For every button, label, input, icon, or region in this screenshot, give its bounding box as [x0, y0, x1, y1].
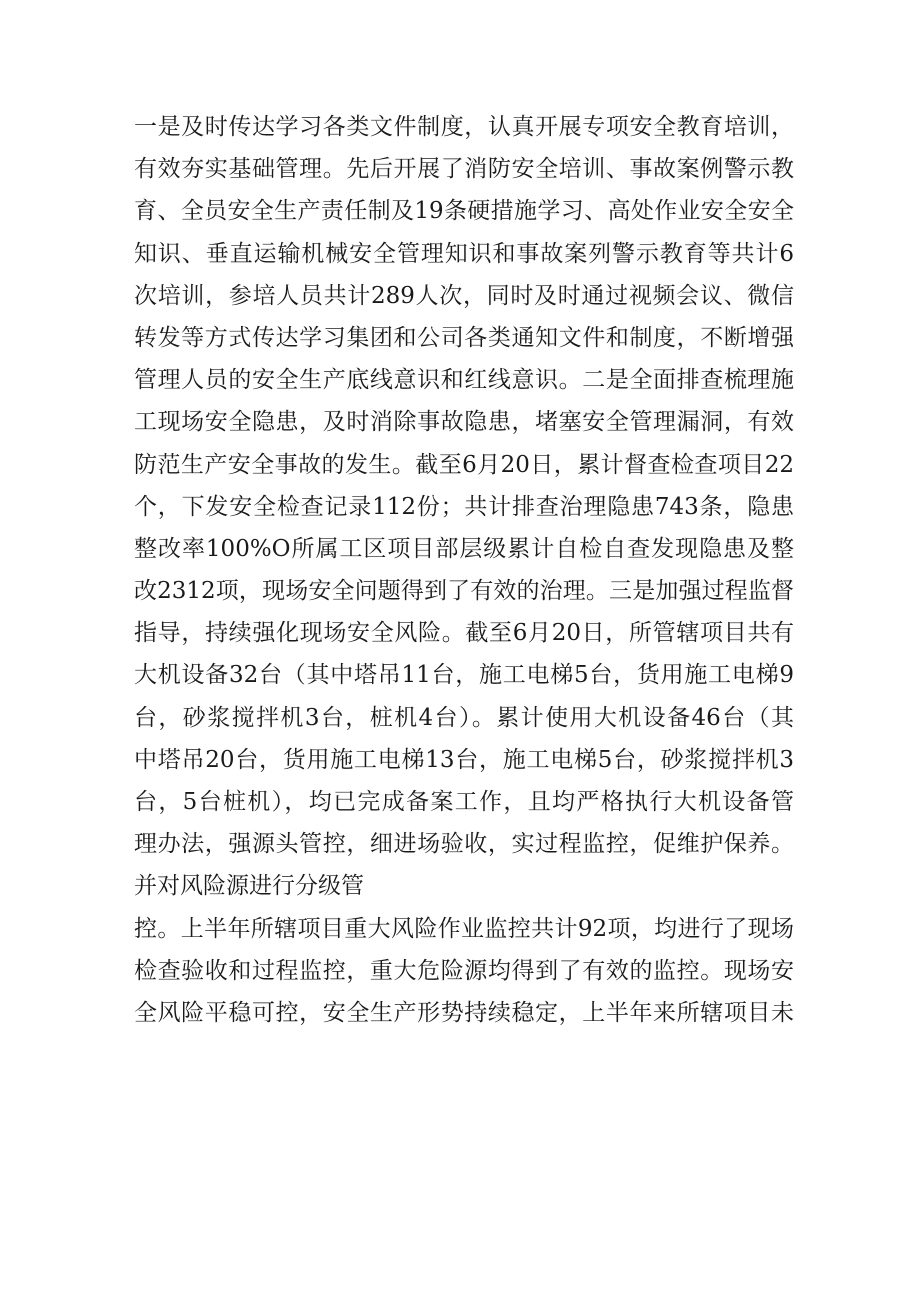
text-line: 有效夯实基础管理。先后开展了消防安全培训、事故案例警示教: [134, 156, 794, 183]
text-line: 工现场安全隐患，及时消除事故隐患，堵塞安全管理漏洞，有效: [134, 409, 794, 436]
text-line: 管理人员的安全生产底线意识和红线意识。二是全面排查梳理施: [134, 367, 794, 394]
text-line: 台，5台桩机），均已完成备案工作，且均严格执行大机设备管: [134, 789, 794, 815]
text-line: 改2312项，现场安全问题得到了有效的治理。三是加强过程监督: [134, 578, 794, 605]
text-line: 个，下发安全检查记录112份；共计排查治理隐患743条，隐患: [134, 493, 794, 520]
text-line: 次培训，参培人员共计289人次，同时及时通过视频会议、微信: [134, 282, 794, 309]
text-line: 防范生产安全事故的发生。截至6月20日，累计督查检查项目22: [134, 451, 794, 478]
text-line: 全风险平稳可控，安全生产形势持续稳定，上半年来所辖项目未: [134, 999, 794, 1026]
text-line: 台，砂浆搅拌机3台，桩机4台）。累计使用大机设备46台（其: [134, 704, 794, 731]
text-line: 并对风险源进行分级管: [134, 873, 364, 900]
text-line: 知识、垂直运输机械安全管理知识和事故案列警示教育等共计6: [134, 240, 794, 267]
text-line: 整改率100%O所属工区项目部层级累计自检自查发现隐患及整: [134, 535, 794, 562]
text-line: 检查验收和过程监控，重大危险源均得到了有效的监控。现场安: [134, 957, 794, 984]
text-line: 中塔吊20台，货用施工电梯13台，施工电梯5台，砂浆搅拌机3: [134, 746, 794, 773]
text-line: 转发等方式传达学习集团和公司各类通知文件和制度，不断增强: [134, 324, 794, 351]
text-line: 育、全员安全生产责任制及19条硬措施学习、高处作业安全安全: [134, 198, 794, 225]
text-line: 大机设备32台（其中塔吊11台，施工电梯5台，货用施工电梯9: [134, 662, 794, 689]
text-line: 控。上半年所辖项目重大风险作业监控共计92项，均进行了现场: [134, 915, 794, 942]
text-line: 一是及时传达学习各类文件制度，认真开展专项安全教育培训，: [134, 114, 794, 140]
text-line: 指导，持续强化现场安全风险。截至6月20日，所管辖项目共有: [134, 620, 794, 647]
text-line: 理办法，强源头管控，细进场验收，实过程监控，促维护保养。: [134, 831, 794, 858]
body-text: [134, 106, 794, 1034]
